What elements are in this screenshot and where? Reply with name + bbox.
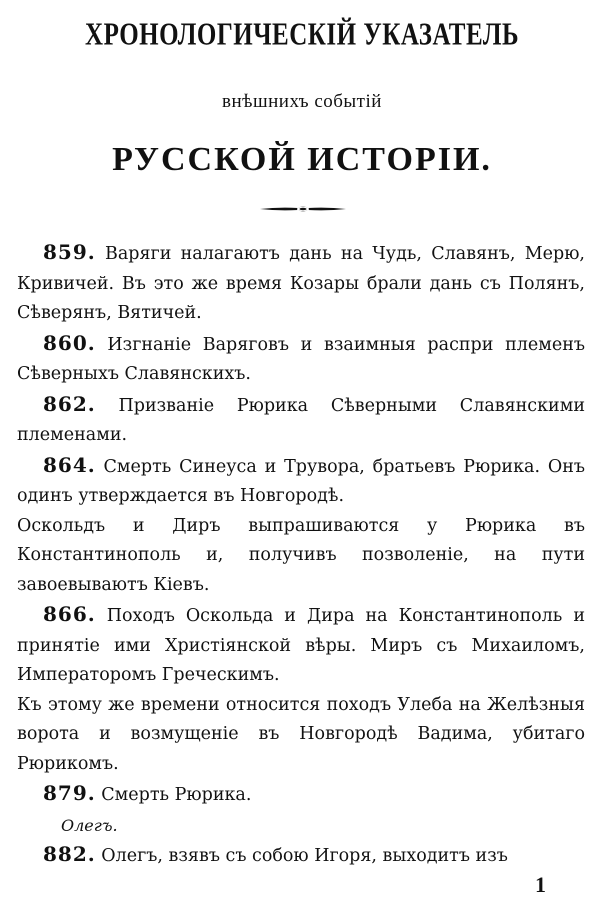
entry-year: 860. bbox=[43, 330, 96, 355]
entry-year: 866. bbox=[43, 602, 96, 626]
entry-882 bbox=[17, 840, 585, 872]
ornament-divider-icon bbox=[258, 203, 348, 215]
entry-text: Оскольдъ и Диръ выпрашиваются у Рюрика въ Константинополь и, получивъ позволеніе, на пути завоевываютъ Кіевъ. bbox=[17, 515, 585, 595]
entry-864-continued bbox=[17, 512, 585, 601]
entry-859 bbox=[17, 238, 585, 329]
entry-year: 879. bbox=[43, 781, 96, 805]
entry-866 bbox=[17, 600, 585, 691]
entry-text: Къ этому же времени относится походъ Улеба на Желѣзныя ворота и возмущеніе въ Новгородѣ Вадима, убитаго Рюрикомъ. bbox=[17, 694, 585, 774]
chronology-body bbox=[17, 238, 585, 872]
entry-text: Варяги налагаютъ дань на Чудь, Славянъ, Мерю, Кривичей. Въ это же время Козары брали дань съ Полянъ, Сѣверянъ, Вятичей. bbox=[17, 244, 585, 323]
entry-866-continued bbox=[17, 691, 585, 780]
entry-year: 862. bbox=[43, 391, 96, 416]
entry-text: Смерть Рюрика. bbox=[95, 785, 252, 805]
entry-text: Смерть Синеуса и Трувора, братьевъ Рюрика. Онъ одинъ утверждается въ Новгородѣ. bbox=[17, 456, 585, 506]
entry-text: Призваніе Рюрика Сѣверными Славянскими племенами. bbox=[17, 395, 585, 445]
entry-year: 859. bbox=[43, 240, 96, 264]
page-heading: РУССКОЙ ИСТОРІИ. bbox=[112, 141, 492, 178]
entry-text: Олегъ, взявъ съ собою Игоря, выходитъ изъ bbox=[95, 846, 508, 866]
entry-text: Изгнаніе Варяговъ и взаимныя распри племенъ Сѣверныхъ Славянскихъ. bbox=[17, 334, 585, 384]
page-title: ХРОНОЛОГИЧЕСКІЙ УКАЗАТЕЛЬ bbox=[85, 18, 519, 52]
entry-year: 864. bbox=[43, 452, 96, 477]
entry-864 bbox=[17, 451, 585, 512]
ruler-heading: Олегъ. bbox=[61, 815, 118, 835]
page-subtitle: внѣшнихъ событій bbox=[222, 91, 382, 112]
entry-862 bbox=[17, 390, 585, 451]
entry-860 bbox=[17, 329, 585, 390]
page-number: 1 bbox=[535, 872, 546, 897]
entry-879 bbox=[17, 779, 585, 811]
entry-text: Походъ Оскольда и Дира на Константинополь и принятіе ими Христіянской вѣры. Миръ съ Михаиломъ, Императоромъ Греческимъ. bbox=[17, 606, 585, 685]
entry-year: 882. bbox=[43, 842, 96, 866]
